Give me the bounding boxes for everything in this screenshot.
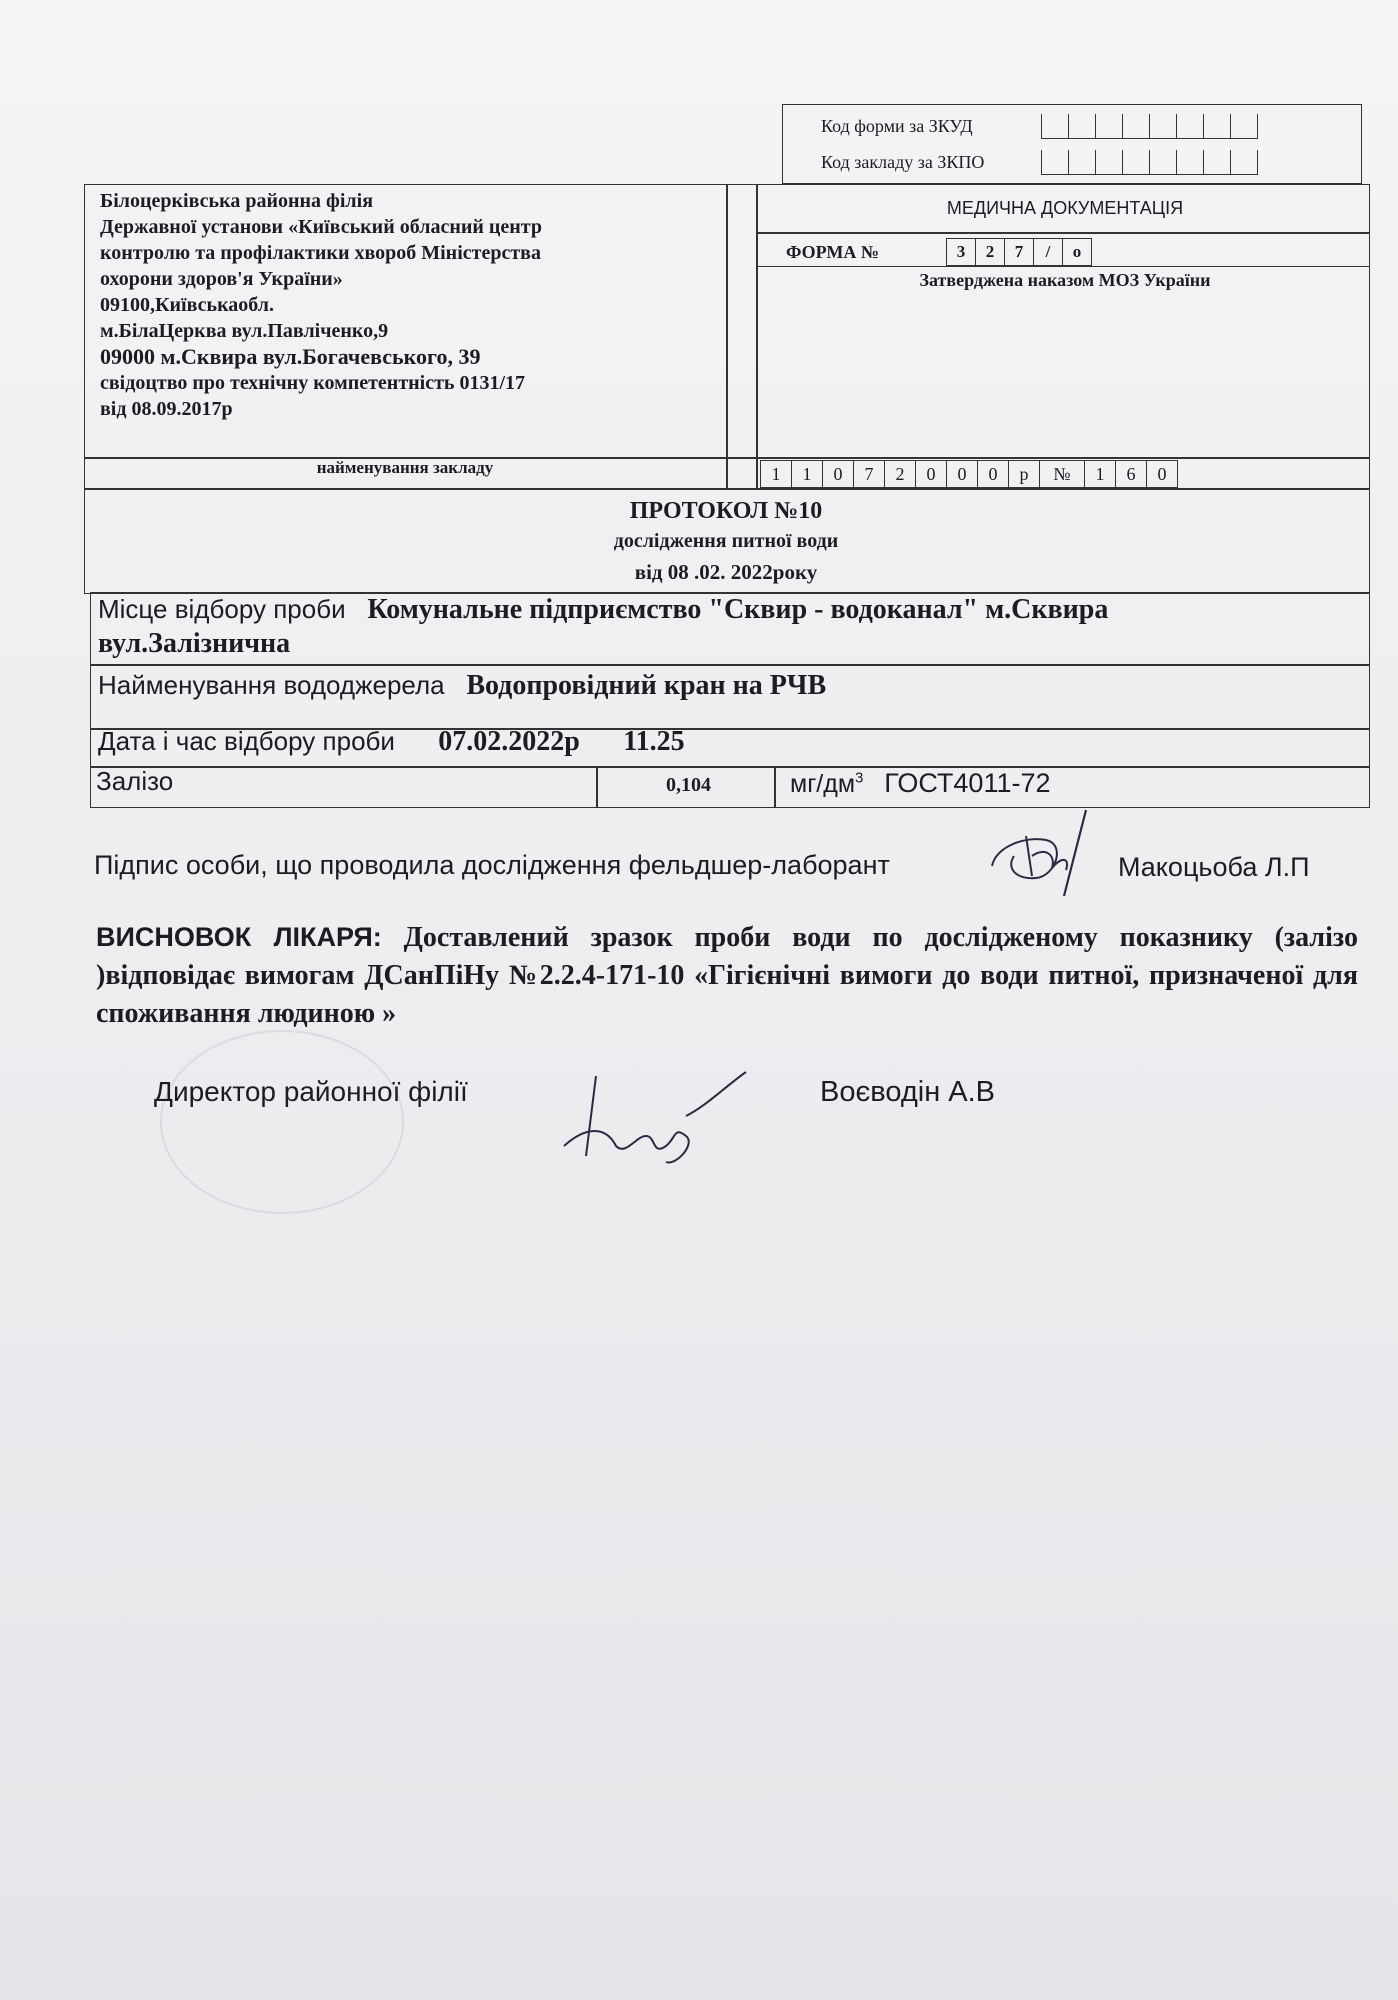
doctor-conclusion [96, 918, 1358, 1033]
conclusion-label: ВИСНОВОК ЛІКАРЯ: [96, 922, 382, 952]
unit-sup: 3 [855, 769, 864, 787]
number-cell: 0 [947, 460, 978, 488]
sampling-datetime [98, 726, 685, 758]
medical-doc-title: МЕДИЧНА ДОКУМЕНТАЦІЯ [946, 198, 1184, 218]
conclusion-text: Доставлений зразок проби води по дослідженому показнику (залізо )відповідає вимогам ДСанПіНу №2.2.4-171-10 «Гігієнічні вимоги до води питної, призначеної для споживання людиною » [96, 922, 1359, 1029]
number-cell: 6 [1116, 460, 1147, 488]
form-cell: о [1063, 238, 1092, 266]
zkud-cells [1041, 114, 1258, 139]
zkud-row [821, 111, 1258, 141]
form-codes-box [782, 104, 1362, 184]
method-text: ГОСТ4011-72 [884, 768, 1051, 798]
number-cell: 0 [978, 460, 1009, 488]
number-cell: 0 [823, 460, 854, 488]
form-number [768, 238, 1092, 266]
approved-note: Затверджена наказом МОЗ України [919, 270, 1211, 290]
parameter-unit [790, 768, 1051, 799]
director-title: Директор районної філії [154, 1076, 468, 1107]
zkpo-label: Код закладу за ЗКПО [821, 151, 985, 172]
organization-block [100, 188, 720, 422]
org-line: м.БілаЦерква вул.Павліченко,9 [100, 320, 389, 342]
datetime-time: 11.25 [623, 726, 685, 757]
sample-place [98, 594, 1108, 626]
number-cell: 0 [1147, 460, 1178, 488]
number-cell: 0 [916, 460, 947, 488]
parameter-name: Залізо [96, 766, 174, 796]
org-line: Білоцерківська районна філія [100, 190, 374, 212]
protocol-date: від 08 .02. 2022року [634, 560, 818, 584]
protocol-subtitle: дослідження питної води [613, 530, 839, 552]
sample-place-value-2: вул.Залізнична [98, 628, 291, 659]
stamp-seal [160, 1030, 404, 1214]
datetime-date: 07.02.2022р [438, 726, 580, 757]
order-number-cells [760, 460, 1178, 488]
water-source-label: Найменування вододжерела [98, 670, 445, 700]
zkpo-cells [1041, 150, 1258, 175]
protocol-title: ПРОТОКОЛ №10 [629, 498, 823, 524]
sample-place-label: Місце відбору проби [98, 594, 346, 624]
datetime-label: Дата і час відбору проби [98, 726, 395, 756]
parameter-row [90, 766, 1370, 808]
sample-place-line-2 [98, 628, 290, 660]
number-cell: 1 [792, 460, 823, 488]
org-line: 09000 м.Сквира вул.Богачевського, 39 [100, 344, 481, 369]
water-source [98, 670, 826, 702]
zkud-label: Код форми за ЗКУД [821, 115, 973, 136]
form-cell: 3 [946, 238, 976, 266]
zkpo-row [821, 147, 1258, 177]
director-name: Воєводін А.В [820, 1076, 996, 1108]
lab-signature-text: Підпис особи, що проводила дослідження фельдшер-лаборант [94, 850, 890, 880]
org-line: 09100,Київськаобл. [100, 294, 275, 316]
lab-signature-mark [986, 806, 1106, 896]
water-source-value: Водопровідний кран на РЧВ [466, 670, 827, 701]
org-line: контролю та профілактики хвороб Міністерства [100, 242, 541, 264]
number-cell: № [1040, 460, 1085, 488]
number-cell: р [1009, 460, 1040, 488]
form-cell: / [1034, 238, 1063, 266]
form-cell: 2 [976, 238, 1005, 266]
number-cell: 1 [1085, 460, 1116, 488]
number-cell: 7 [854, 460, 885, 488]
unit-text: мг/дм [790, 770, 856, 798]
form-label: ФОРМА № [786, 241, 879, 262]
form-cell: 7 [1005, 238, 1034, 266]
org-line: охорони здоров'я України» [100, 268, 343, 290]
number-cell: 2 [885, 460, 916, 488]
org-line: від 08.09.2017р [100, 398, 233, 420]
director-signature-mark [556, 1066, 756, 1176]
parameter-value: 0,104 [666, 774, 711, 796]
number-cell: 1 [760, 460, 792, 488]
lab-assistant-name: Макоцьоба Л.П [1118, 852, 1310, 882]
org-line: Державної установи «Київський обласний центр [100, 216, 543, 238]
organization-caption: найменування закладу [316, 458, 494, 477]
sample-place-value-1: Комунальне підприємство "Сквир - водоканал" м.Сквира [367, 594, 1109, 625]
org-line: свідоцтво про технічну компетентність 0131/17 [100, 372, 526, 394]
